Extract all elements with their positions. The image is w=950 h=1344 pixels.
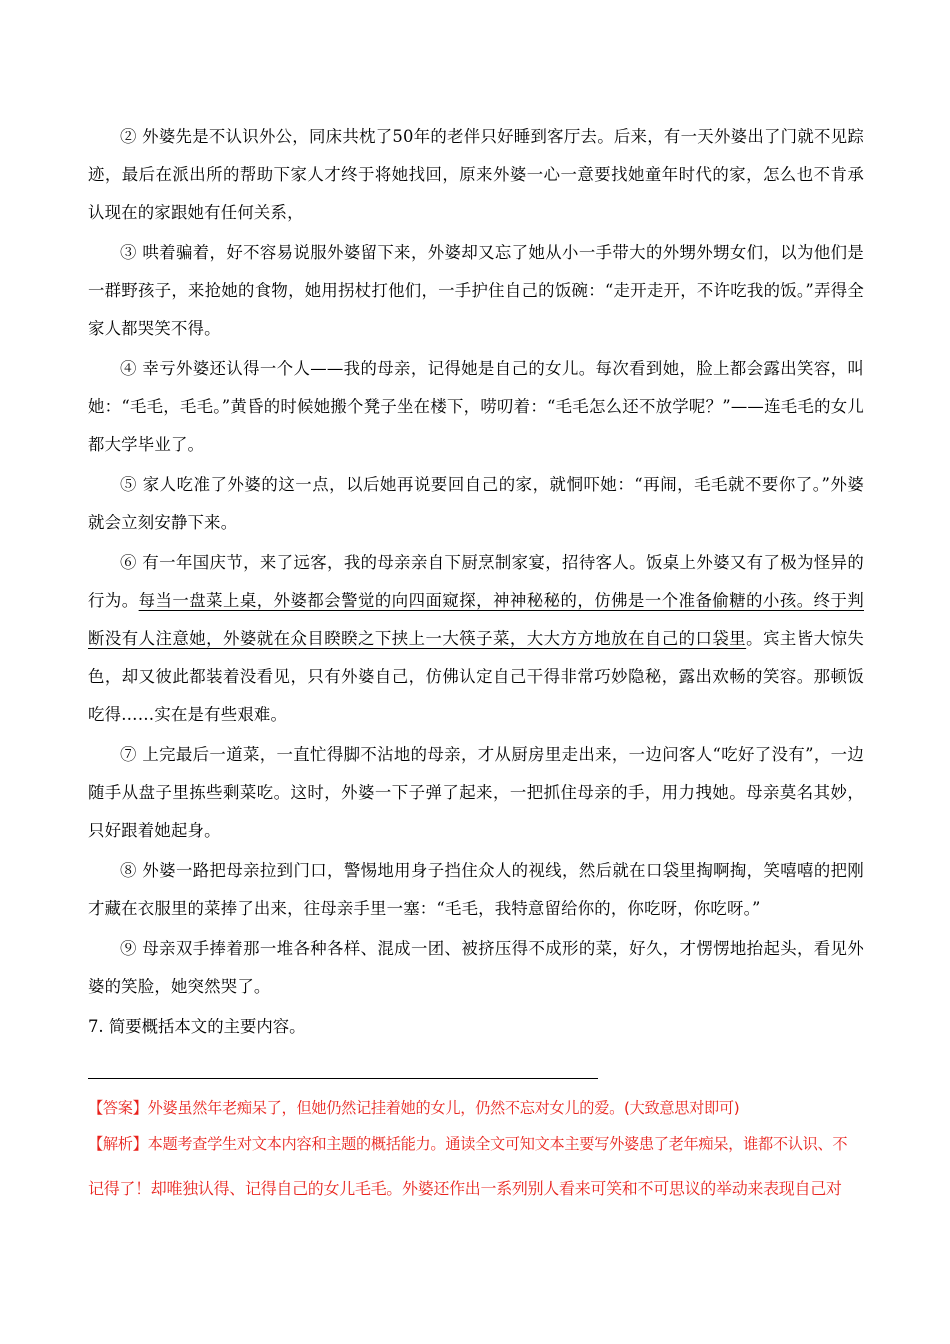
analysis-text-b: 记得了！却唯独认得、记得自己的女儿毛毛。外婆还作出一系列别人看来可笑和不可思议的举动来表现自己对 xyxy=(88,1179,842,1198)
answer-text: 外婆虽然年老痴呆了，但她仍然记挂着她的女儿，仍然不忘对女儿的爱。(大致意思对即可) xyxy=(147,1099,740,1117)
analysis-tag: 【解析】 xyxy=(88,1135,148,1153)
paragraph-6-intro: ⑥ 有一年国庆节，来了远客，我的母亲亲自下厨烹制家宴，招待客人。饭桌上外婆又有了极为怪异的行为。 xyxy=(88,553,864,610)
paragraph-5: ⑤ 家人吃准了外婆的这一点，以后她再说要回自己的家，就恫吓她：“再闹，毛毛就不要你了。”外婆就会立刻安静下来。 xyxy=(88,475,864,532)
paragraph-9: ⑨ 母亲双手捧着那一堆各种各样、混成一团、被挤压得不成形的菜，好久，才愣愣地抬起头，看见外婆的笑脸，她突然哭了。 xyxy=(88,939,864,996)
answer-tag: 【答案】 xyxy=(88,1099,148,1117)
paragraph-6-underlined: 每当一盘菜上桌，外婆都会警觉的向四面窥探，神神秘秘的，仿佛是一个准备偷糖的小孩。终于判断没有人注意她，外婆就在众目睽睽之下挟上一大筷子菜，大大方方地放在自己的口袋里 xyxy=(88,591,864,648)
answer-block xyxy=(88,1093,864,1123)
analysis-block xyxy=(88,1129,864,1159)
paragraph-4: ④ 幸亏外婆还认得一个人——我的母亲，记得她是自己的女儿。每次看到她，脸上都会露出笑容，叫她：“毛毛，毛毛。”黄昏的时候她搬个凳子坐在楼下，唠叨着：“毛毛怎么还不放学呢？”——连毛毛的女儿都大学毕业了。 xyxy=(88,359,864,454)
paragraph-3: ③ 哄着骗着，好不容易说服外婆留下来，外婆却又忘了她从小一手带大的外甥外甥女们，以为他们是一群野孩子，来抢她的食物，她用拐杖打他们，一手护住自己的饭碗：“走开走开，不许吃我的饭。”弄得全家人都哭笑不得。 xyxy=(88,243,864,338)
paragraph-8: ⑧ 外婆一路把母亲拉到门口，警惕地用身子挡住众人的视线，然后就在口袋里掏啊掏，笑嘻嘻的把刚才藏在衣服里的菜捧了出来，往母亲手里一塞：“毛毛，我特意留给你的，你吃呀，你吃呀。” xyxy=(88,861,864,918)
answer-blank-line xyxy=(88,1078,598,1079)
paragraph-7: ⑦ 上完最后一道菜，一直忙得脚不沾地的母亲，才从厨房里走出来，一边问客人“吃好了没有”，一边随手从盘子里拣些剩菜吃。这时，外婆一下子弹了起来，一把抓住母亲的手，用力拽她。母亲莫名其妙，只好跟着她起身。 xyxy=(88,745,864,840)
document-page xyxy=(88,118,864,1209)
paragraph-2: ② 外婆先是不认识外公，同床共枕了50年的老伴只好睡到客厅去。后来，有一天外婆出了门就不见踪迹，最后在派出所的帮助下家人才终于将她找回，原来外婆一心一意要找她童年时代的家，怎么也不肯承认现在的家跟她有任何关系， xyxy=(88,127,864,222)
analysis-text-a: 本题考查学生对文本内容和主题的概括能力。通读全文可知文本主要写外婆患了老年痴呆，谁都不认识、不 xyxy=(147,1135,848,1153)
paragraph-6 xyxy=(88,544,864,734)
question-7: 7. 简要概括本文的主要内容。 xyxy=(88,1017,306,1036)
paragraph-6-rest: 。宾主皆大惊失色，却又彼此都装着没看见，只有外婆自己，仿佛认定自己干得非常巧妙隐秘，露出欢畅的笑容。那顿饭吃得……实在是有些艰难。 xyxy=(88,629,864,724)
